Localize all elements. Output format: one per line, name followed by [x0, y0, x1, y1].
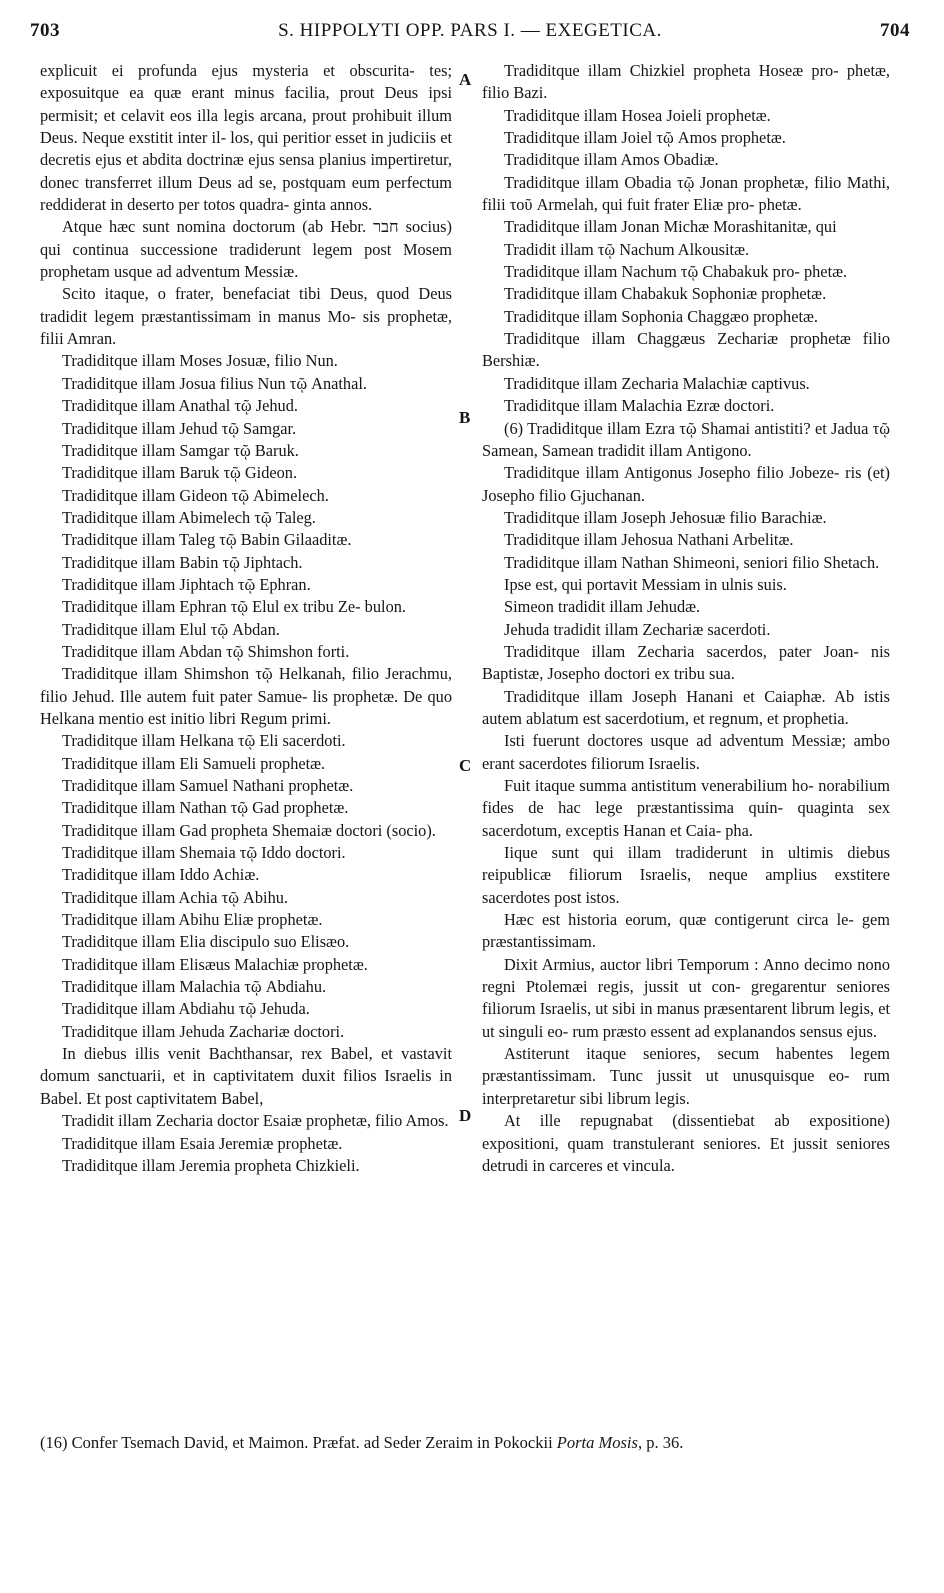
paragraph: Tradiditque illam Eli Samueli prophetæ. — [62, 753, 326, 773]
paragraph: Tradiditque illam Shemaia τῷ Iddo doctori. — [62, 843, 346, 863]
paragraph: Dixit Armius, auctor libri Temporum : Anno decimo nono regni Ptolemæi regis, jussit ut con- gregarentur seniores filiorum Israelis, ut sibi in manus præsentarent librum legis, et ut singuli eo- rum præsto essent ad explanandos sensus ejus. — [482, 954, 890, 1041]
paragraph: Tradiditque illam Ephran τῷ Elul ex tribu Ze- bulon. — [62, 597, 406, 617]
paragraph: Fuit itaque summa antistitum venerabilium ho- norabilium fides de hac lege præstantissima quin- quaginta sex sacerdotum, exceptis Hanan et Caia- pha. — [482, 776, 890, 840]
paragraph: Tradiditque illam Taleg τῷ Babin Gilaaditæ. — [62, 530, 352, 550]
paragraph: Tradiditque illam Elia discipulo suo Elisæo. — [62, 932, 350, 952]
left-column — [40, 60, 452, 1177]
paragraph: Jehuda tradidit illam Zechariæ sacerdoti. — [504, 619, 771, 639]
paragraph: Tradiditque illam Baruk τῷ Gideon. — [62, 463, 298, 483]
paragraph: Scito itaque, o frater, benefaciat tibi Deus, quod Deus tradidit legem præstantissimam in manus Mo- sis prophetæ, filii Amran. — [40, 284, 452, 349]
paragraph: Tradiditque illam Abdiahu τῷ Jehuda. — [62, 999, 310, 1019]
paragraph: Tradiditque illam Zecharia sacerdos, pater Joan- nis Baptistæ, Josepho doctori ex tribu sua. — [482, 641, 890, 684]
paragraph: Tradiditque illam Samuel Nathani prophetæ. — [62, 776, 354, 795]
margin-letter-d: D — [459, 1106, 472, 1125]
paragraph: Tradiditque illam Amos Obadiæ. — [504, 150, 719, 170]
paragraph: Tradidit illam Zecharia doctor Esaiæ prophetæ, filio Amos. — [62, 1111, 449, 1131]
paragraph: Astiterunt itaque seniores, secum habentes legem præstantissimam. Tunc jussit ut unusquisque eo- rum interpretaretur sibi librum legis. — [482, 1044, 890, 1108]
paragraph: Tradiditque illam Abihu Eliæ prophetæ. — [62, 910, 323, 930]
paragraph: Tradiditque illam Jeremia propheta Chizkieli. — [62, 1155, 360, 1175]
paragraph: Tradiditque illam Abimelech τῷ Taleg. — [62, 507, 316, 527]
paragraph: Tradidit illam τῷ Nachum Alkousitæ. — [504, 239, 750, 259]
paragraph: Tradiditque illam Sophonia Chaggæo prophetæ. — [504, 306, 819, 326]
paragraph: (6) Tradiditque illam Ezra τῷ Shamai antistiti? et Jadua τῷ Samean, Samean tradidit illam Antigono. — [482, 418, 890, 460]
paragraph: Tradiditque illam Esaia Jeremiæ prophetæ. — [62, 1133, 343, 1153]
paragraph: Tradiditque illam Abdan τῷ Shimshon forti. — [62, 641, 350, 661]
margin-letter-c: C — [459, 756, 472, 775]
paragraph: Tradiditque illam Elisæus Malachiæ prophetæ. — [62, 954, 368, 974]
paragraph: Tradiditque illam Iddo Achiæ. — [62, 865, 260, 885]
page-number-left: 703 — [30, 20, 60, 41]
paragraph: Tradiditque illam Achia τῷ Abihu. — [62, 887, 288, 907]
page-number-right: 704 — [880, 20, 910, 41]
paragraph: Tradiditque illam Nachum τῷ Chabakuk pro- phetæ. — [504, 262, 848, 282]
footnote-text: (16) Confer Tsemach David, et Maimon. Præfat. ad Seder Zeraim in Pokockii — [40, 1433, 553, 1452]
paragraph: Tradiditque illam Anathal τῷ Jehud. — [62, 396, 298, 416]
paragraph: Tradiditque illam Joiel τῷ Amos prophetæ. — [504, 128, 786, 148]
paragraph: Tradiditque illam Malachia τῷ Abdiahu. — [62, 977, 327, 997]
paragraph: At ille repugnabat (dissentiebat ab expositione) expositioni, quam transtulerant seniores. Et jussit seniores detrudi in carceres et vincula. — [482, 1111, 890, 1175]
paragraph: Tradiditque illam Nathan Shimeoni, seniori filio Shetach. — [504, 552, 880, 572]
paragraph: Tradiditque illam Elul τῷ Abdan. — [62, 619, 280, 639]
paragraph: Tradiditque illam Josua filius Nun τῷ Anathal. — [62, 373, 367, 393]
paragraph: Tradiditque illam Samgar τῷ Baruk. — [62, 440, 299, 460]
paragraph: Tradiditque illam Jehosua Nathani Arbelitæ. — [504, 530, 794, 550]
margin-letter-b: B — [459, 408, 471, 427]
paragraph: Simeon tradidit illam Jehudæ. — [504, 597, 701, 617]
running-title: S. HIPPOLYTI OPP. PARS I. — EXEGETICA. — [278, 20, 662, 41]
paragraph: Tradiditque illam Nathan τῷ Gad prophetæ. — [62, 798, 349, 818]
paragraph: Tradiditque illam Gideon τῷ Abimelech. — [62, 485, 329, 505]
paragraph: explicuit ei profunda ejus mysteria et obscurita- tes; exposuitque ea quæ erant minus facilia, prout Deus ipsi permisit; et celavit eos illa legis arcana, prout prohibuit illum Deus. Neque exstitit inter il- los, qui peritior esset in judiciis et decretis ejus et abdita doctrinæ ejus sensa planius impertiretur, donec transferret illum Deus ad se, postquam eum perfectum reddiderat in deserto per totos quadra- ginta annos. — [40, 61, 452, 215]
paragraph: Tradiditque illam Malachia Ezræ doctori. — [504, 396, 775, 416]
paragraph: Ipse est, qui portavit Messiam in ulnis suis. — [504, 574, 787, 594]
paragraph: Tradiditque illam Moses Josuæ, filio Nun. — [62, 351, 338, 371]
paragraph: Iique sunt qui illam tradiderunt in ultimis diebus reipublicæ filiorum Israelis, neque amplius exstitere sacerdotes post istos. — [482, 843, 890, 907]
paragraph: Tradiditque illam Joseph Jehosuæ filio Barachiæ. — [504, 507, 827, 527]
paragraph: Hæc est historia eorum, quæ contigerunt circa le- gem præstantissimam. — [482, 910, 890, 952]
paragraph: Tradiditque illam Chaggæus Zechariæ prophetæ filio Bershiæ. — [482, 329, 890, 371]
paragraph: Tradiditque illam Joseph Hanani et Caiaphæ. Ab istis autem ablatum est sacerdotium, et regnum, et prophetia. — [482, 686, 890, 728]
paragraph: Tradiditque illam Chabakuk Sophoniæ prophetæ. — [504, 284, 827, 304]
paragraph: Tradiditque illam Obadia τῷ Jonan prophetæ, filio Mathi, filii τοῦ Armelah, qui fuit frater Eliæ pro- phetæ. — [482, 172, 890, 215]
right-column — [482, 60, 890, 1177]
footnote-end: , p. 36. — [637, 1433, 684, 1452]
paragraph: Tradiditque illam Babin τῷ Jiphtach. — [62, 552, 303, 572]
paragraph: Tradiditque illam Zecharia Malachiæ captivus. — [504, 373, 810, 393]
paragraph: Tradiditque illam Hosea Joieli prophetæ. — [504, 105, 771, 125]
paragraph: Tradiditque illam Jonan Michæ Morashitanitæ, qui — [504, 217, 837, 237]
paragraph: Tradiditque illam Antigonus Josepho filio Jobeze- ris (et) Josepho filio Gjuchanan. — [482, 463, 890, 505]
paragraph: Tradiditque illam Jiphtach τῷ Ephran. — [62, 574, 311, 594]
paragraph: Atque hæc sunt nomina doctorum (ab Hebr. חבר socius) qui continua successione tradiderunt legem post Mosem prophetam usque ad adventum Messiæ. — [40, 217, 452, 282]
paragraph: In diebus illis venit Bachthansar, rex Babel, et vastavit domum sanctuarii, et in captivitatem duxit filios Israelis in Babel. Et post captivitatem Babel, — [40, 1044, 452, 1108]
paragraph: Tradiditque illam Helkana τῷ Eli sacerdoti. — [62, 731, 346, 751]
margin-letter-a: A — [459, 70, 472, 89]
paragraph: Tradiditque illam Gad propheta Shemaiæ doctori (socio). — [62, 820, 436, 840]
paragraph: Isti fuerunt doctores usque ad adventum Messiæ; ambo erant sacerdotes filiorum Israelis. — [482, 731, 890, 773]
paragraph: Tradiditque illam Jehud τῷ Samgar. — [62, 418, 297, 438]
running-header — [30, 20, 910, 50]
paragraph: Tradiditque illam Shimshon τῷ Helkanah, filio Jerachmu, filio Jehud. Ille autem fuit pater Samue- lis prophetæ. De quo Helkana mentio est initio libri Regum primi. — [40, 664, 452, 728]
paragraph: Tradiditque illam Chizkiel propheta Hoseæ pro- phetæ, filio Bazi. — [482, 61, 890, 103]
footnote — [40, 1432, 910, 1454]
paragraph: Tradiditque illam Jehuda Zachariæ doctori. — [62, 1021, 345, 1041]
footnote-work-title: Porta Mosis — [556, 1433, 638, 1452]
